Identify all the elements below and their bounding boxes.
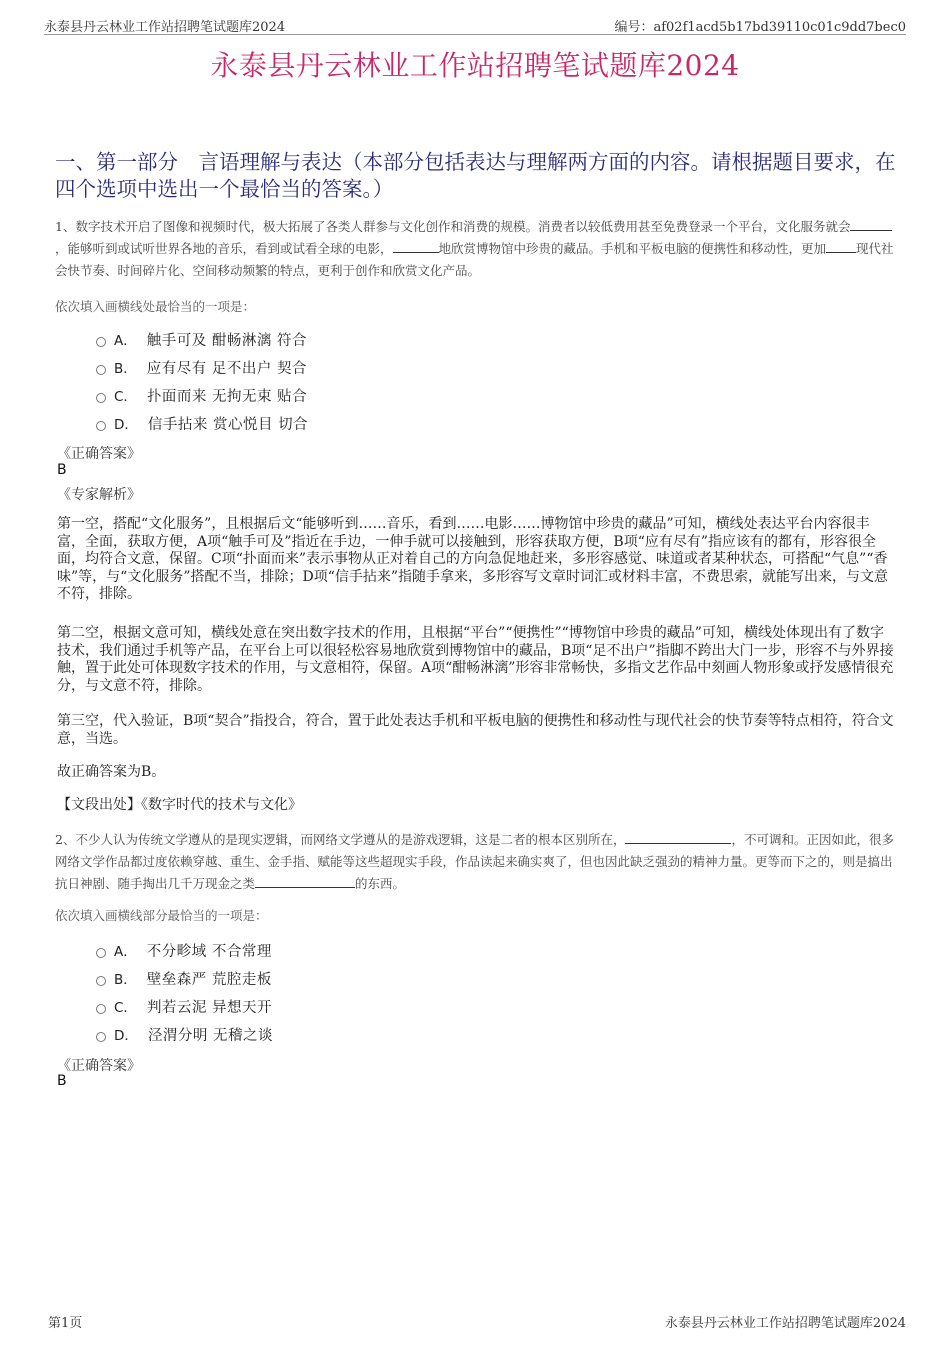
radio-icon[interactable] (96, 976, 106, 986)
option-letter: B． (114, 972, 137, 988)
q1-text-part-b: ，能够听到或试听世界各地的音乐，看到或试看全球的电影， (55, 241, 393, 256)
q2-answer-value: B (57, 1073, 67, 1089)
option-letter: D． (114, 417, 138, 433)
header-doc-title: 永泰县丹云林业工作站招聘笔试题库2024 (44, 20, 286, 35)
option-text: 壁垒森严 荒腔走板 (146, 971, 272, 988)
q1-source: 【文段出处】《数字时代的技术与文化》 (57, 797, 302, 813)
q1-option-c[interactable] (96, 381, 308, 409)
q1-option-b[interactable] (96, 353, 308, 381)
q1-blank-2 (393, 240, 439, 253)
q1-analysis-label: 《专家解析》 (57, 487, 141, 503)
option-text: 信手拈来 赏心悦目 切合 (147, 416, 309, 433)
option-letter: B． (114, 361, 137, 377)
q2-prompt: 依次填入画横线部分最恰当的一项是： (55, 908, 268, 923)
option-letter: A． (114, 944, 137, 960)
section-title: 一、第一部分 言语理解与表达（本部分包括表达与理解两方面的内容。请根据题目要求，在四个选项中选出一个最恰当的答案。） (55, 150, 896, 201)
header-doc-id: 编号：af02f1acd5b17bd39110c01c9dd7bec0 (614, 20, 906, 35)
option-letter: C． (114, 389, 137, 405)
header-divider (44, 34, 906, 35)
q1-text-part-a: 1、数字技术开启了图像和视频时代，极大拓展了各类人群参与文化创作和消费的规模。消费者以较低费用甚至免费登录一个平台，文化服务就会 (55, 219, 851, 234)
q1-options (96, 325, 308, 437)
question-1-text (55, 216, 898, 282)
q1-option-a[interactable] (96, 325, 308, 353)
option-letter: A． (114, 333, 137, 349)
q1-analysis-conclusion: 故正确答案为B。 (57, 764, 166, 780)
option-letter: D． (114, 1028, 138, 1044)
q2-text-part-a: 2、不少人认为传统文学遵从的是现实逻辑，而网络文学遵从的是游戏逻辑，这是二者的根本区别所在， (55, 832, 626, 847)
q1-option-d[interactable] (96, 409, 308, 437)
radio-icon[interactable] (96, 1032, 106, 1042)
option-text: 应有尽有 足不出户 契合 (146, 360, 307, 377)
q2-option-a[interactable] (96, 936, 273, 964)
option-text: 触手可及 酣畅淋漓 符合 (146, 332, 307, 349)
radio-icon[interactable] (96, 393, 106, 403)
option-text: 泾渭分明 无稽之谈 (147, 1027, 274, 1044)
q1-analysis-paragraph-1: 第一空，搭配“文化服务”，且根据后文“能够听到……音乐，看到……电影……博物馆中珍贵的藏品”可知，横线处表达平台内容很丰富，全面，获取方便，A项“触手可及”指近在手边，一伸手就可以接触到，形容获取方便，B项“应有尽有”指应该有的都有，形容很全面，均符合文意，保留。C项“扑面而来”表示事物从正对着自己的方向急促地赶来，多形容感觉、味道或者某种状态，可搭配“气息”“香味”等，与“文化服务”搭配不当，排除；D项“信手拈来”指随手拿来，多形容写文章时词汇或材料丰富，不费思索，就能写出来，与文意不符，排除。 (57, 516, 889, 602)
option-text: 不分畛域 不合常理 (146, 943, 272, 960)
q2-blank-1 (625, 831, 731, 844)
radio-icon[interactable] (96, 1004, 106, 1014)
q2-options (96, 936, 273, 1048)
radio-icon[interactable] (96, 337, 106, 347)
q1-prompt: 依次填入画横线处最恰当的一项是： (55, 299, 256, 314)
q2-answer-label: 《正确答案》 (57, 1058, 141, 1074)
radio-icon[interactable] (96, 948, 106, 958)
q2-option-b[interactable] (96, 964, 273, 992)
footer-doc-title: 永泰县丹云林业工作站招聘笔试题库2024 (664, 1316, 906, 1331)
radio-icon[interactable] (96, 421, 106, 431)
q1-analysis-paragraph-3: 第三空，代入验证，B项“契合”指投合，符合，置于此处表达手机和平板电脑的便携性和移动性与现代社会的快节奏等特点相符，符合文意，当选。 (57, 713, 894, 747)
q2-text-part-b: ，不可调和。正因如此，很多网络文学作品都过度依赖穿越、重生、金手指、赋能等这些超现实手段，作品读起来确实爽了，但也因此缺乏强劲的精神力量。更等而下之的，则是搞出抗日神剧、随手掏出几千万现金之类 (55, 832, 894, 891)
q2-text-part-c: 的东西。 (355, 876, 406, 891)
q2-blank-2 (255, 875, 355, 888)
q1-blank-1 (850, 218, 892, 231)
option-text: 判若云泥 异想天开 (146, 999, 273, 1016)
option-text: 扑面而来 无拘无束 贴合 (146, 388, 308, 405)
page-title: 永泰县丹云林业工作站招聘笔试题库2024 (210, 49, 740, 82)
footer-page-number: 第1页 (48, 1316, 83, 1331)
q1-text-part-d: 现代社会快节奏、时间碎片化、空间移动频繁的特点，更利于创作和欣赏文化产品。 (55, 241, 894, 278)
q2-option-d[interactable] (96, 1020, 273, 1048)
q1-answer-value: B (57, 462, 67, 478)
q1-analysis-paragraph-2: 第二空，根据文意可知，横线处意在突出数字技术的作用，且根据“平台”“便携性”“博物馆中珍贵的藏品”可知，横线处体现出有了数字技术，我们通过手机等产品，在平台上可以很轻松容易地欣赏到博物馆中的藏品，B项“足不出户”指脚不跨出大门一步，形容不与外界接触，置于此处可体现数字技术的作用，与文意相符，保留。A项“酣畅淋漓”形容非常畅快，多指文艺作品中刻画人物形象或抒发感情很充分，与文意不符，排除。 (57, 625, 894, 694)
radio-icon[interactable] (96, 365, 106, 375)
q2-option-c[interactable] (96, 992, 273, 1020)
q1-answer-label: 《正确答案》 (57, 446, 141, 462)
q1-blank-3 (826, 240, 856, 253)
q1-text-part-c: 地欣赏博物馆中珍贵的藏品。手机和平板电脑的便携性和移动性，更加 (438, 241, 827, 256)
option-letter: C． (114, 1000, 137, 1016)
question-2-text (55, 829, 898, 895)
